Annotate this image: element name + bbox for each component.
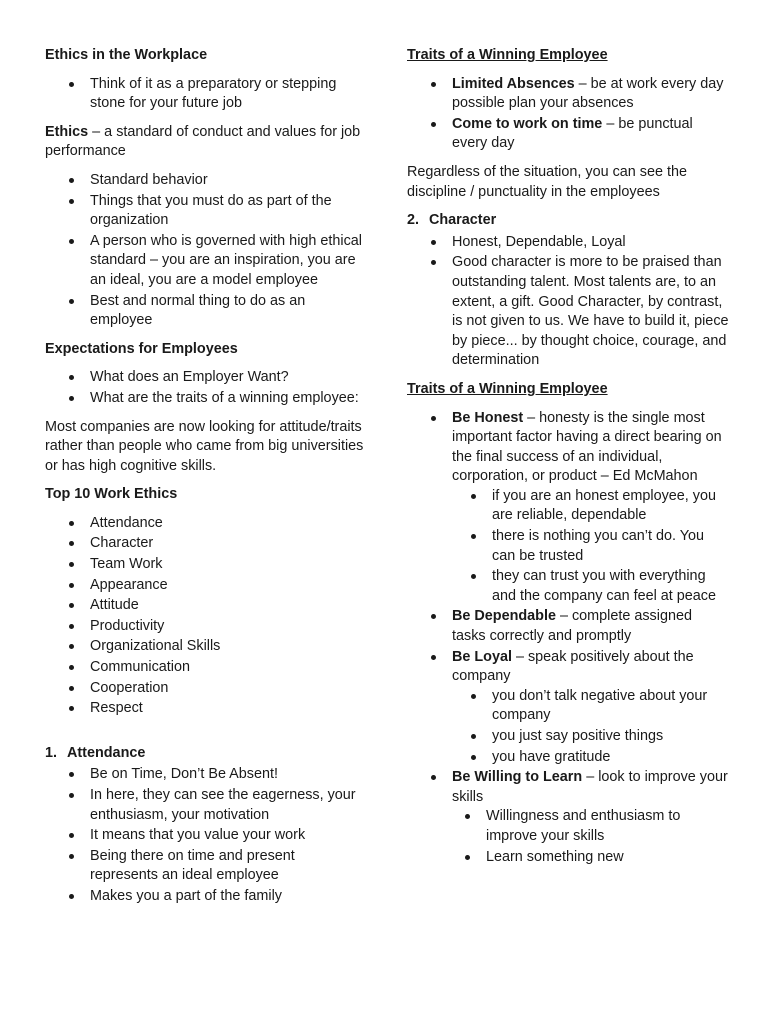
sublist-item: Willingness and enthusiasm to improve your skills	[486, 807, 729, 846]
term-come-on-time: Come to work on time	[452, 115, 603, 132]
list-item: Good character is more to be praised than outstanding talent. Most talents are, to an extent, a gift. Good Character, by contrast, is not given to us. We have to build it, piece by piece... by thought choice, courage, and determination	[452, 253, 729, 371]
list-item: What are the traits of a winning employee:	[90, 389, 365, 409]
section-title: Character	[429, 212, 497, 229]
term-text: – honesty is the single most important factor having a direct bearing on the final success of an individual, corporation, or product – Ed McMahon	[452, 409, 722, 485]
traits-list-1	[407, 75, 729, 154]
list-item: Being there on time and present represents an ideal employee	[90, 847, 365, 886]
list-item: Attitude	[90, 596, 365, 616]
ethics-definition	[45, 123, 365, 162]
heading-attendance	[45, 744, 365, 764]
ethics-workplace-list	[45, 75, 365, 114]
term-text: – look to improve your skills	[452, 769, 728, 805]
discipline-paragraph: Regardless of the situation, you can see the discipline / punctuality in the employees	[407, 163, 687, 200]
sublist-item: you have gratitude	[492, 748, 729, 768]
right-column	[407, 46, 729, 876]
list-item: Makes you a part of the family	[90, 887, 365, 907]
list-item: Think of it as a preparatory or stepping stone for your future job	[90, 75, 365, 114]
list-item: A person who is governed with high ethical standard – you are an inspiration, you are an ideal, you are a model employee	[90, 232, 365, 291]
list-item: Standard behavior	[90, 171, 365, 191]
section-number: 2.	[407, 212, 420, 229]
list-item: It means that you value your work	[90, 826, 365, 846]
sublist-item: there is nothing you can’t do. You can be trusted	[492, 527, 729, 566]
list-item: Things that you must do as part of the organization	[90, 192, 365, 231]
list-item: Team Work	[90, 555, 365, 575]
list-item: Cooperation	[90, 679, 365, 699]
heading-top10: Top 10 Work Ethics	[45, 486, 178, 503]
section-title: Attendance	[67, 744, 146, 761]
list-item: Character	[90, 534, 365, 554]
term-text: – be punctual every day	[452, 115, 693, 152]
sublist-item: if you are an honest employee, you are reliable, dependable	[492, 487, 729, 526]
list-item	[452, 607, 729, 646]
list-item: Productivity	[90, 617, 365, 637]
ethics-list	[45, 171, 365, 331]
section-number: 1.	[45, 744, 58, 761]
list-item	[452, 648, 729, 768]
sublist-item: Learn something new	[486, 848, 729, 868]
heading-expectations: Expectations for Employees	[45, 340, 238, 357]
learn-sublist	[452, 807, 729, 867]
list-item: Respect	[90, 699, 365, 719]
traits-list-2	[407, 409, 729, 868]
list-item	[452, 768, 729, 867]
term-text: – complete assigned tasks correctly and promptly	[452, 608, 692, 645]
term-text: – be at work every day possible plan your absences	[452, 75, 724, 112]
term-be-dependable: Be Dependable	[452, 608, 556, 625]
list-item	[452, 75, 729, 114]
term-text: – speak positively about the company	[452, 648, 694, 685]
list-item	[452, 409, 729, 607]
sublist-item: you just say positive things	[492, 727, 729, 747]
sublist-item: they can trust you with everything and the company can feel at peace	[492, 567, 729, 606]
list-item: In here, they can see the eagerness, your enthusiasm, your motivation	[90, 786, 365, 825]
honest-sublist	[452, 487, 729, 607]
sublist-item: you don’t talk negative about your company	[492, 687, 729, 726]
top10-list	[45, 514, 365, 719]
ethics-definition-text: – a standard of conduct and values for job performance	[45, 123, 361, 160]
heading-ethics-workplace: Ethics in the Workplace	[45, 47, 208, 63]
heading-traits-1: Traits of a Winning Employee	[407, 47, 608, 63]
list-item: Be on Time, Don’t Be Absent!	[90, 765, 365, 785]
list-item: Organizational Skills	[90, 637, 365, 657]
list-item: Honest, Dependable, Loyal	[452, 233, 729, 253]
left-column	[45, 46, 365, 916]
list-item: Appearance	[90, 576, 365, 596]
list-item: Best and normal thing to do as an employee	[90, 292, 365, 331]
list-item: What does an Employer Want?	[90, 368, 365, 388]
list-item: Attendance	[90, 514, 365, 534]
expectations-list	[45, 368, 365, 408]
term-be-loyal: Be Loyal	[452, 648, 512, 665]
loyal-sublist	[452, 687, 729, 767]
list-item	[452, 115, 729, 154]
term-be-honest: Be Honest	[452, 409, 524, 426]
character-list	[407, 233, 729, 371]
term-limited-absences: Limited Absences	[452, 75, 575, 92]
attendance-list	[45, 765, 365, 906]
term-ethics: Ethics	[45, 123, 89, 140]
companies-paragraph: Most companies are now looking for attitude/traits rather than people who came from big universities or has high cognitive skills.	[45, 418, 364, 474]
heading-character	[407, 211, 729, 231]
term-be-willing-to-learn: Be Willing to Learn	[452, 769, 583, 786]
list-item: Communication	[90, 658, 365, 678]
heading-traits-2: Traits of a Winning Employee	[407, 380, 608, 397]
